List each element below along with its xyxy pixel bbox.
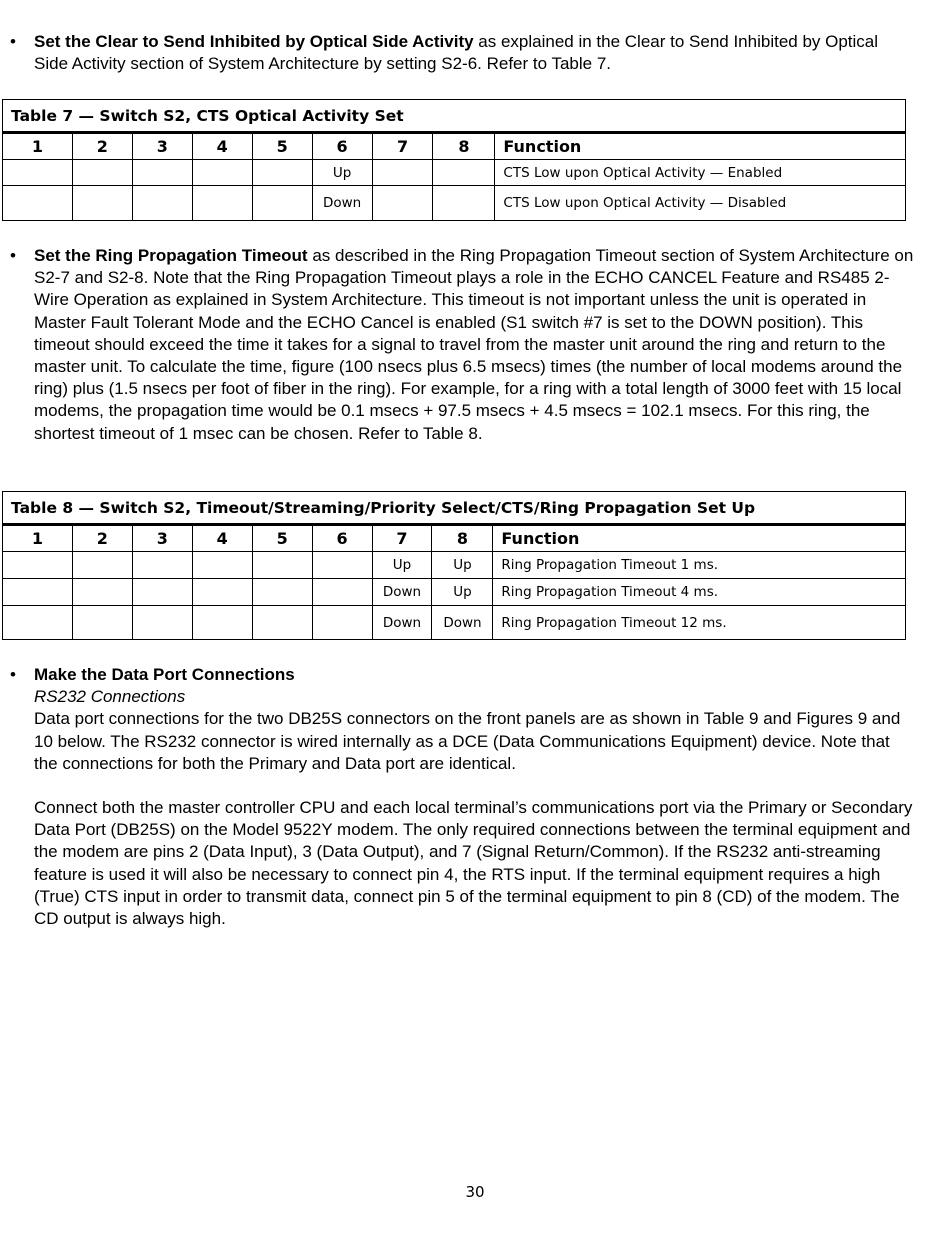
table-cell xyxy=(252,552,312,579)
table-cell xyxy=(192,160,252,186)
col-header-1: 1 xyxy=(3,525,73,552)
table-cell-function: Ring Propagation Timeout 12 ms. xyxy=(493,606,906,640)
table-cell xyxy=(192,186,252,221)
table-cell xyxy=(72,606,132,640)
table-cell xyxy=(372,160,433,186)
table-cell xyxy=(72,160,132,186)
bullet-marker: • xyxy=(10,32,16,51)
table-cell-function: CTS Low upon Optical Activity — Disabled xyxy=(495,186,906,221)
table-cell xyxy=(192,606,252,640)
bullet-cts-inhibit xyxy=(10,31,915,75)
table-cell xyxy=(192,552,252,579)
page-number: 30 xyxy=(465,1183,485,1201)
col-header-3: 3 xyxy=(132,525,192,552)
col-header-4: 4 xyxy=(192,525,252,552)
col-header-7: 7 xyxy=(372,525,432,552)
table-cell xyxy=(312,552,372,579)
table-cell xyxy=(3,160,73,186)
table-cell-function: Ring Propagation Timeout 4 ms. xyxy=(493,579,906,606)
col-header-1: 1 xyxy=(3,133,73,160)
col-header-2: 2 xyxy=(72,133,132,160)
table-cell xyxy=(252,579,312,606)
col-header-8: 8 xyxy=(432,525,493,552)
bullet-text: as described in the Ring Propagation Timeout section of System Architecture on S2-7 and S2-8. Note that the Ring Propagation Timeout plays a role in the ECHO CANCEL Feature and RS485 2-Wire Operation as explained in System Architecture. This timeout is not important unless the unit is operated in Master Fault Tolerant Mode and the ECHO Cancel is enabled (S1 switch #7 is set to the DOWN position). This timeout should exceed the time it takes for a signal to travel from the master unit around the ring and return to the master unit. To calculate the time, figure (100 nsecs plus 6.5 msecs) times (the number of local modems around the ring) plus (1.5 nsecs per foot of fiber in the ring). For example, for a ring with a total length of 3000 feet with 15 local modems, the propagation time would be 0.1 msecs + 97.5 msecs + 4.5 msecs = 102.1 msecs. For this ring, the shortest timeout of 1 msec can be chosen. Refer to Table 8. xyxy=(34,246,914,443)
table-cell: Up xyxy=(312,160,372,186)
table-cell xyxy=(72,186,132,221)
table-8 xyxy=(2,491,906,640)
table-cell xyxy=(192,579,252,606)
table-cell xyxy=(312,606,372,640)
col-header-4: 4 xyxy=(192,133,252,160)
table-cell: Down xyxy=(372,606,432,640)
table-row xyxy=(3,552,906,579)
table-cell: Down xyxy=(372,579,432,606)
table-cell xyxy=(252,186,312,221)
table-row xyxy=(3,579,906,606)
bullet-ring-propagation xyxy=(10,245,915,445)
col-header-6: 6 xyxy=(312,525,372,552)
table-cell: Up xyxy=(432,552,493,579)
col-header-5: 5 xyxy=(252,525,312,552)
bullet-lead: Make the Data Port Connections xyxy=(34,665,295,684)
table-cell xyxy=(3,579,73,606)
col-header-function: Function xyxy=(493,525,906,552)
table-caption: Table 7 — Switch S2, CTS Optical Activity Set xyxy=(3,100,906,133)
table-cell xyxy=(132,552,192,579)
table-cell xyxy=(132,579,192,606)
table-cell xyxy=(433,186,495,221)
bullet-data-port xyxy=(10,664,915,930)
table-cell: Up xyxy=(372,552,432,579)
table-row xyxy=(3,606,906,640)
table-caption: Table 8 — Switch S2, Timeout/Streaming/Priority Select/CTS/Ring Propagation Set Up xyxy=(3,492,906,525)
bullet-marker: • xyxy=(10,665,16,684)
table-cell xyxy=(132,160,192,186)
table-row xyxy=(3,160,906,186)
paragraph: Connect both the master controller CPU and each local terminal’s communications port via the Primary or Secondary Data Port (DB25S) on the Model 9522Y modem. The only required connections between the terminal equipment and the modem are pins 2 (Data Input), 3 (Data Output), and 7 (Signal Return/Common). If the RS232 anti-streaming feature is used it will also be necessary to connect pin 4, the RTS input. If the terminal equipment requires a high (True) CTS input in order to transmit data, connect pin 5 of the terminal equipment to pin 8 (CD) of the modem. The CD output is always high. xyxy=(34,798,913,929)
col-header-2: 2 xyxy=(72,525,132,552)
table-cell xyxy=(252,606,312,640)
col-header-8: 8 xyxy=(433,133,495,160)
table-cell xyxy=(252,160,312,186)
col-header-5: 5 xyxy=(252,133,312,160)
table-cell xyxy=(433,160,495,186)
col-header-function: Function xyxy=(495,133,906,160)
table-cell: Down xyxy=(432,606,493,640)
table-header-row xyxy=(3,133,906,160)
bullet-text: as explained in the Clear to Send Inhibited by Optical Side Activity section of System Architecture by setting S2-6. Refer to Table 7. xyxy=(34,32,879,74)
paragraph: Data port connections for the two DB25S connectors on the front panels are as shown in Table 9 and Figures 9 and 10 below. The RS232 connector is wired internally as a DCE (Data Communications Equipment) device. Note that the connections for both the Primary and Data port are identical. xyxy=(34,709,901,773)
table-cell xyxy=(3,552,73,579)
table-cell-function: CTS Low upon Optical Activity — Enabled xyxy=(495,160,906,186)
table-cell xyxy=(72,579,132,606)
col-header-7: 7 xyxy=(372,133,433,160)
table-cell xyxy=(132,606,192,640)
table-cell xyxy=(372,186,433,221)
col-header-6: 6 xyxy=(312,133,372,160)
table-header-row xyxy=(3,525,906,552)
table-7 xyxy=(2,99,906,221)
col-header-3: 3 xyxy=(132,133,192,160)
table-row xyxy=(3,186,906,221)
section-subheading: RS232 Connections xyxy=(34,687,186,707)
bullet-marker: • xyxy=(10,246,16,265)
table-cell xyxy=(72,552,132,579)
table-cell: Up xyxy=(432,579,493,606)
bullet-lead: Set the Ring Propagation Timeout xyxy=(34,246,308,265)
table-cell-function: Ring Propagation Timeout 1 ms. xyxy=(493,552,906,579)
bullet-lead: Set the Clear to Send Inhibited by Optical Side Activity xyxy=(34,32,474,51)
table-cell xyxy=(312,579,372,606)
table-cell xyxy=(3,186,73,221)
table-cell: Down xyxy=(312,186,372,221)
table-cell xyxy=(3,606,73,640)
table-cell xyxy=(132,186,192,221)
